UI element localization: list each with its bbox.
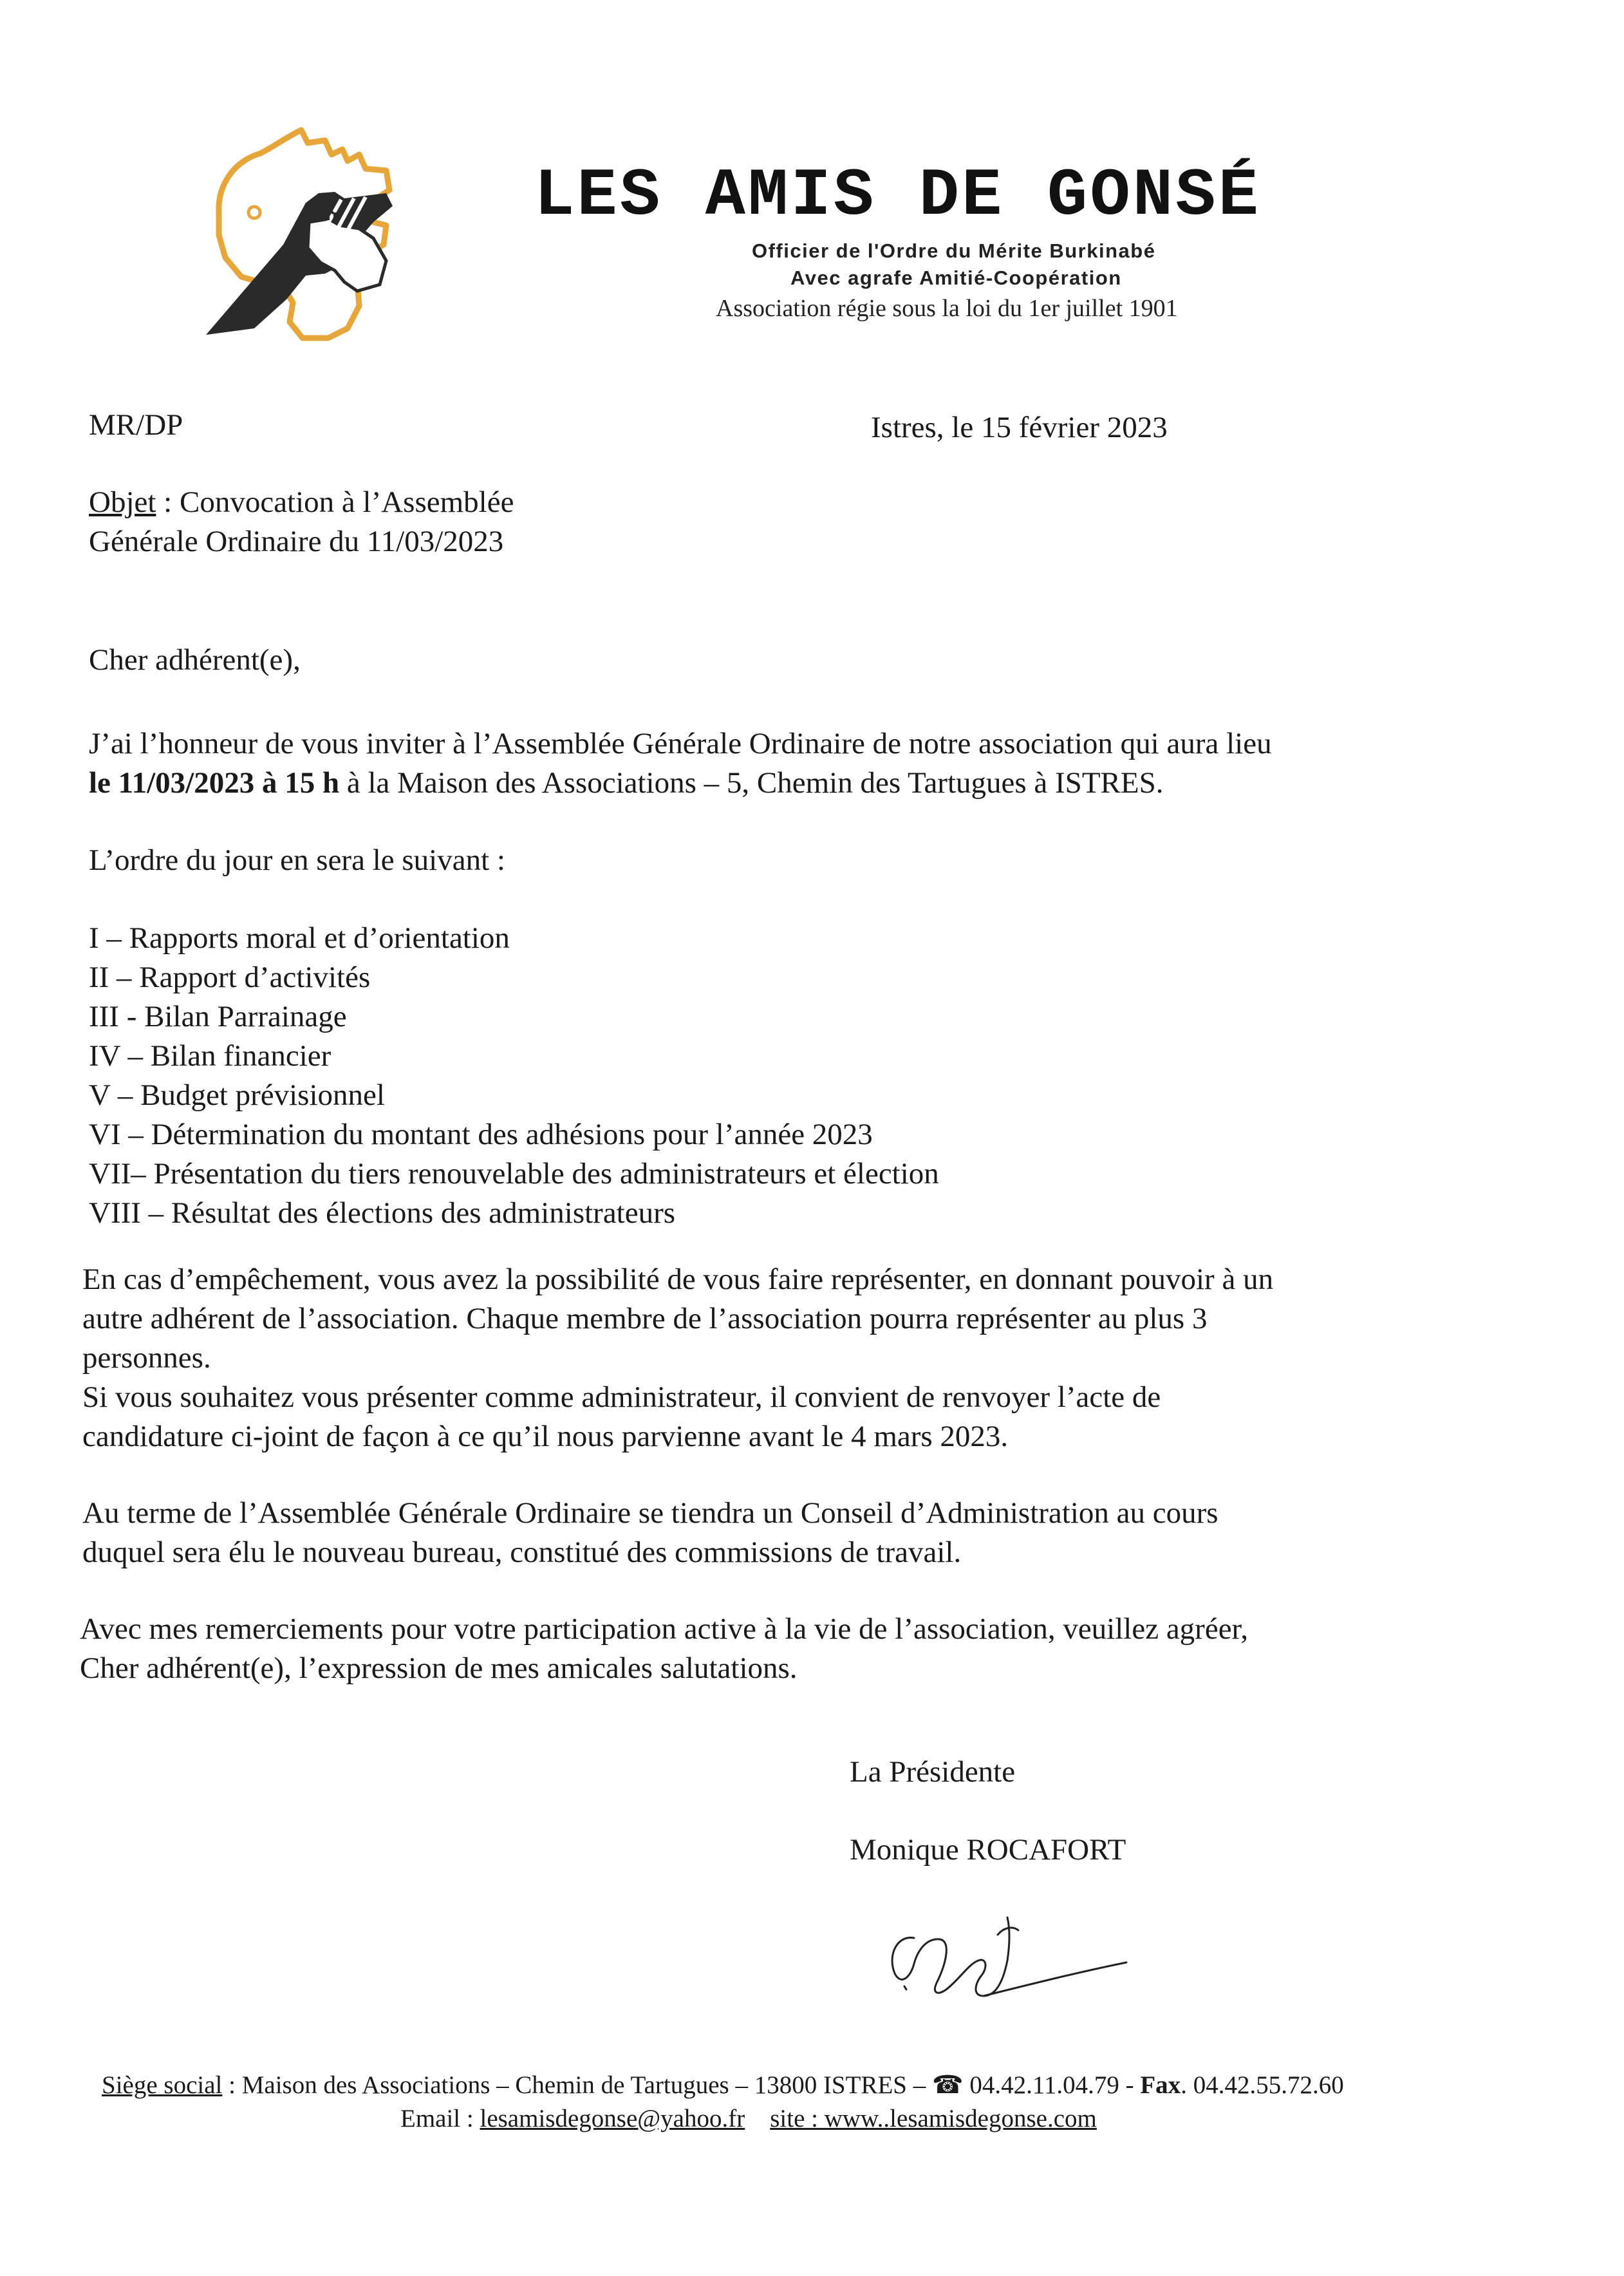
siege-label: Siège social bbox=[102, 2071, 223, 2099]
paragraph-line: Cher adhérent(e), l’expression de mes amicales salutations. bbox=[80, 1651, 798, 1685]
paragraph-line: autre adhérent de l’association. Chaque membre de l’association pourra représenter au plus 3 bbox=[82, 1302, 1208, 1335]
website-link[interactable]: site : www..lesamisdegonse.com bbox=[770, 2105, 1097, 2132]
footer-line-2 bbox=[400, 2102, 1097, 2136]
subject-line-2: Générale Ordinaire du 11/03/2023 bbox=[89, 525, 504, 558]
paragraph-line: Avec mes remerciements pour votre participation active à la vie de l’association, veuillez agréer, bbox=[80, 1612, 1249, 1646]
agenda-item: VIII – Résultat des élections des administrateurs bbox=[89, 1196, 676, 1230]
phone-icon: ☎ bbox=[931, 2071, 964, 2100]
subject-label: Objet bbox=[89, 485, 156, 519]
meeting-location: à la Maison des Associations – 5, Chemin des Tartugues à ISTRES. bbox=[339, 766, 1164, 800]
fax-number: . 04.42.55.72.60 bbox=[1181, 2071, 1344, 2099]
salutation: Cher adhérent(e), bbox=[89, 643, 301, 677]
agenda-item: V – Budget prévisionnel bbox=[89, 1078, 385, 1112]
proxy-paragraph bbox=[82, 1260, 1273, 1456]
paragraph-line: candidature ci-joint de façon à ce qu’il nous parvienne avant le 4 mars 2023. bbox=[82, 1420, 1009, 1453]
reference: MR/DP bbox=[89, 408, 183, 442]
agenda-item: II – Rapport d’activités bbox=[89, 961, 371, 994]
closing-paragraph bbox=[80, 1610, 1248, 1688]
agenda-list bbox=[89, 919, 939, 1233]
place-date: Istres, le 15 février 2023 bbox=[871, 411, 1168, 444]
footer-line-1 bbox=[102, 2069, 1344, 2102]
fax-label: Fax bbox=[1140, 2071, 1181, 2099]
paragraph-line: Si vous souhaitez vous présenter comme administrateur, il convient de renvoyer l’acte de bbox=[82, 1380, 1161, 1414]
meeting-date-time: le 11/03/2023 à 15 h bbox=[89, 766, 340, 800]
intro-line-2 bbox=[89, 764, 1163, 803]
agenda-item: VII– Présentation du tiers renouvelable des administrateurs et élection bbox=[89, 1157, 939, 1190]
email-link[interactable]: lesamisdegonse@yahoo.fr bbox=[480, 2105, 745, 2132]
agenda-intro: L’ordre du jour en sera le suivant : bbox=[89, 843, 505, 877]
organization-name: LES AMIS DE GONSÉ bbox=[534, 158, 1261, 234]
intro-line-1: J’ai l’honneur de vous inviter à l’Assemblée Générale Ordinaire de notre association qui aura lieu bbox=[89, 727, 1272, 760]
signatory-title: La Présidente bbox=[850, 1755, 1016, 1789]
council-paragraph bbox=[82, 1494, 1218, 1572]
header-subtitle-2: Avec agrafe Amitié-Coopération bbox=[790, 267, 1122, 289]
paragraph-line: En cas d’empêchement, vous avez la possibilité de vous faire représenter, en donnant pouvoir à un bbox=[82, 1263, 1274, 1296]
paragraph-line: duquel sera élu le nouveau bureau, constitué des commissions de travail. bbox=[82, 1536, 962, 1569]
agenda-item: III - Bilan Parrainage bbox=[89, 1000, 347, 1033]
agenda-item: I – Rapports moral et d’orientation bbox=[89, 921, 510, 955]
siege-address: : Maison des Associations – Chemin de Tartugues – 13800 ISTRES – bbox=[222, 2071, 932, 2099]
phone-number: 04.42.11.04.79 - bbox=[963, 2071, 1141, 2099]
map-dot bbox=[248, 207, 260, 218]
header-subtitle-3: Association régie sous la loi du 1er juillet 1901 bbox=[716, 295, 1178, 322]
association-logo bbox=[193, 116, 412, 361]
agenda-item: VI – Détermination du montant des adhésions pour l’année 2023 bbox=[89, 1118, 873, 1151]
paragraph-line: personnes. bbox=[82, 1341, 211, 1375]
paragraph-line: Au terme de l’Assemblée Générale Ordinaire se tiendra un Conseil d’Administration au cours bbox=[82, 1496, 1218, 1530]
signatory-name: Monique ROCAFORT bbox=[850, 1833, 1126, 1867]
email-label: Email : bbox=[400, 2105, 480, 2132]
handwritten-signature bbox=[875, 1899, 1133, 2009]
subject-line-1 bbox=[89, 483, 514, 522]
header-subtitle-1: Officier de l'Ordre du Mérite Burkinabé bbox=[752, 240, 1156, 262]
subject-text: : Convocation à l’Assemblée bbox=[156, 485, 514, 519]
agenda-item: IV – Bilan financier bbox=[89, 1039, 331, 1073]
